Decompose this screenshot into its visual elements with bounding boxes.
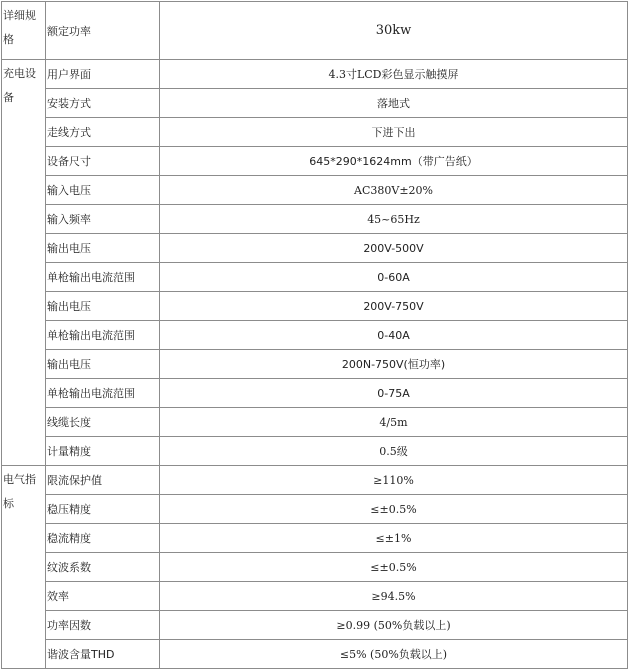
param-value-cell: ≥110% bbox=[160, 466, 628, 495]
table-row bbox=[2, 2, 628, 60]
param-name-cell: 单枪输出电流范围 bbox=[46, 379, 160, 408]
param-value-cell: 0-75A bbox=[160, 379, 628, 408]
param-value-cell: 645*290*1624mm（带广告纸） bbox=[160, 147, 628, 176]
param-value-cell: 下进下出 bbox=[160, 118, 628, 147]
param-name-cell: 输入频率 bbox=[46, 205, 160, 234]
table-row bbox=[2, 408, 628, 437]
param-value-cell: 落地式 bbox=[160, 89, 628, 118]
param-name-cell: 走线方式 bbox=[46, 118, 160, 147]
param-name-cell: 纹波系数 bbox=[46, 553, 160, 582]
table-row bbox=[2, 234, 628, 263]
spec-table-body bbox=[2, 2, 628, 669]
category-cell: 详细规格 bbox=[2, 2, 46, 60]
table-row bbox=[2, 60, 628, 89]
category-cell: 电气指标 bbox=[2, 466, 46, 669]
table-row bbox=[2, 524, 628, 553]
param-name-cell: 谐波含量THD bbox=[46, 640, 160, 669]
table-row bbox=[2, 437, 628, 466]
param-name-cell: 线缆长度 bbox=[46, 408, 160, 437]
table-row bbox=[2, 379, 628, 408]
param-name-cell: 输出电压 bbox=[46, 350, 160, 379]
table-row bbox=[2, 350, 628, 379]
param-name-cell: 稳压精度 bbox=[46, 495, 160, 524]
param-name-cell: 输出电压 bbox=[46, 292, 160, 321]
param-value-cell: 45~65Hz bbox=[160, 205, 628, 234]
param-value-cell: 4/5m bbox=[160, 408, 628, 437]
param-value-cell: ≤±1% bbox=[160, 524, 628, 553]
table-row bbox=[2, 176, 628, 205]
param-name-cell: 单枪输出电流范围 bbox=[46, 321, 160, 350]
param-value-cell: AC380V±20% bbox=[160, 176, 628, 205]
table-row bbox=[2, 466, 628, 495]
table-row bbox=[2, 495, 628, 524]
param-name-cell: 额定功率 bbox=[46, 2, 160, 60]
table-row bbox=[2, 582, 628, 611]
table-row bbox=[2, 321, 628, 350]
table-row bbox=[2, 553, 628, 582]
param-name-cell: 输入电压 bbox=[46, 176, 160, 205]
param-value-cell: 0.5级 bbox=[160, 437, 628, 466]
table-row bbox=[2, 611, 628, 640]
param-value-cell: 30kw bbox=[160, 2, 628, 60]
param-name-cell: 安装方式 bbox=[46, 89, 160, 118]
param-name-cell: 单枪输出电流范围 bbox=[46, 263, 160, 292]
param-value-cell: 0-60A bbox=[160, 263, 628, 292]
param-name-cell: 效率 bbox=[46, 582, 160, 611]
table-row bbox=[2, 89, 628, 118]
table-row bbox=[2, 263, 628, 292]
param-name-cell: 限流保护值 bbox=[46, 466, 160, 495]
param-name-cell: 功率因数 bbox=[46, 611, 160, 640]
param-value-cell: 200V-500V bbox=[160, 234, 628, 263]
param-name-cell: 用户界面 bbox=[46, 60, 160, 89]
param-value-cell: 200N-750V(恒功率) bbox=[160, 350, 628, 379]
spec-table bbox=[1, 1, 628, 669]
param-value-cell: 200V-750V bbox=[160, 292, 628, 321]
param-value-cell: ≥94.5% bbox=[160, 582, 628, 611]
table-row bbox=[2, 118, 628, 147]
table-row bbox=[2, 205, 628, 234]
param-value-cell: 4.3寸LCD彩色显示触摸屏 bbox=[160, 60, 628, 89]
table-row bbox=[2, 292, 628, 321]
param-value-cell: ≤5% (50%负载以上) bbox=[160, 640, 628, 669]
param-name-cell: 计量精度 bbox=[46, 437, 160, 466]
param-value-cell: ≤±0.5% bbox=[160, 495, 628, 524]
param-value-cell: 0-40A bbox=[160, 321, 628, 350]
param-name-cell: 设备尺寸 bbox=[46, 147, 160, 176]
param-name-cell: 输出电压 bbox=[46, 234, 160, 263]
param-value-cell: ≥0.99 (50%负载以上) bbox=[160, 611, 628, 640]
category-cell: 充电设备 bbox=[2, 60, 46, 466]
param-name-cell: 稳流精度 bbox=[46, 524, 160, 553]
table-row bbox=[2, 640, 628, 669]
table-row bbox=[2, 147, 628, 176]
param-value-cell: ≤±0.5% bbox=[160, 553, 628, 582]
